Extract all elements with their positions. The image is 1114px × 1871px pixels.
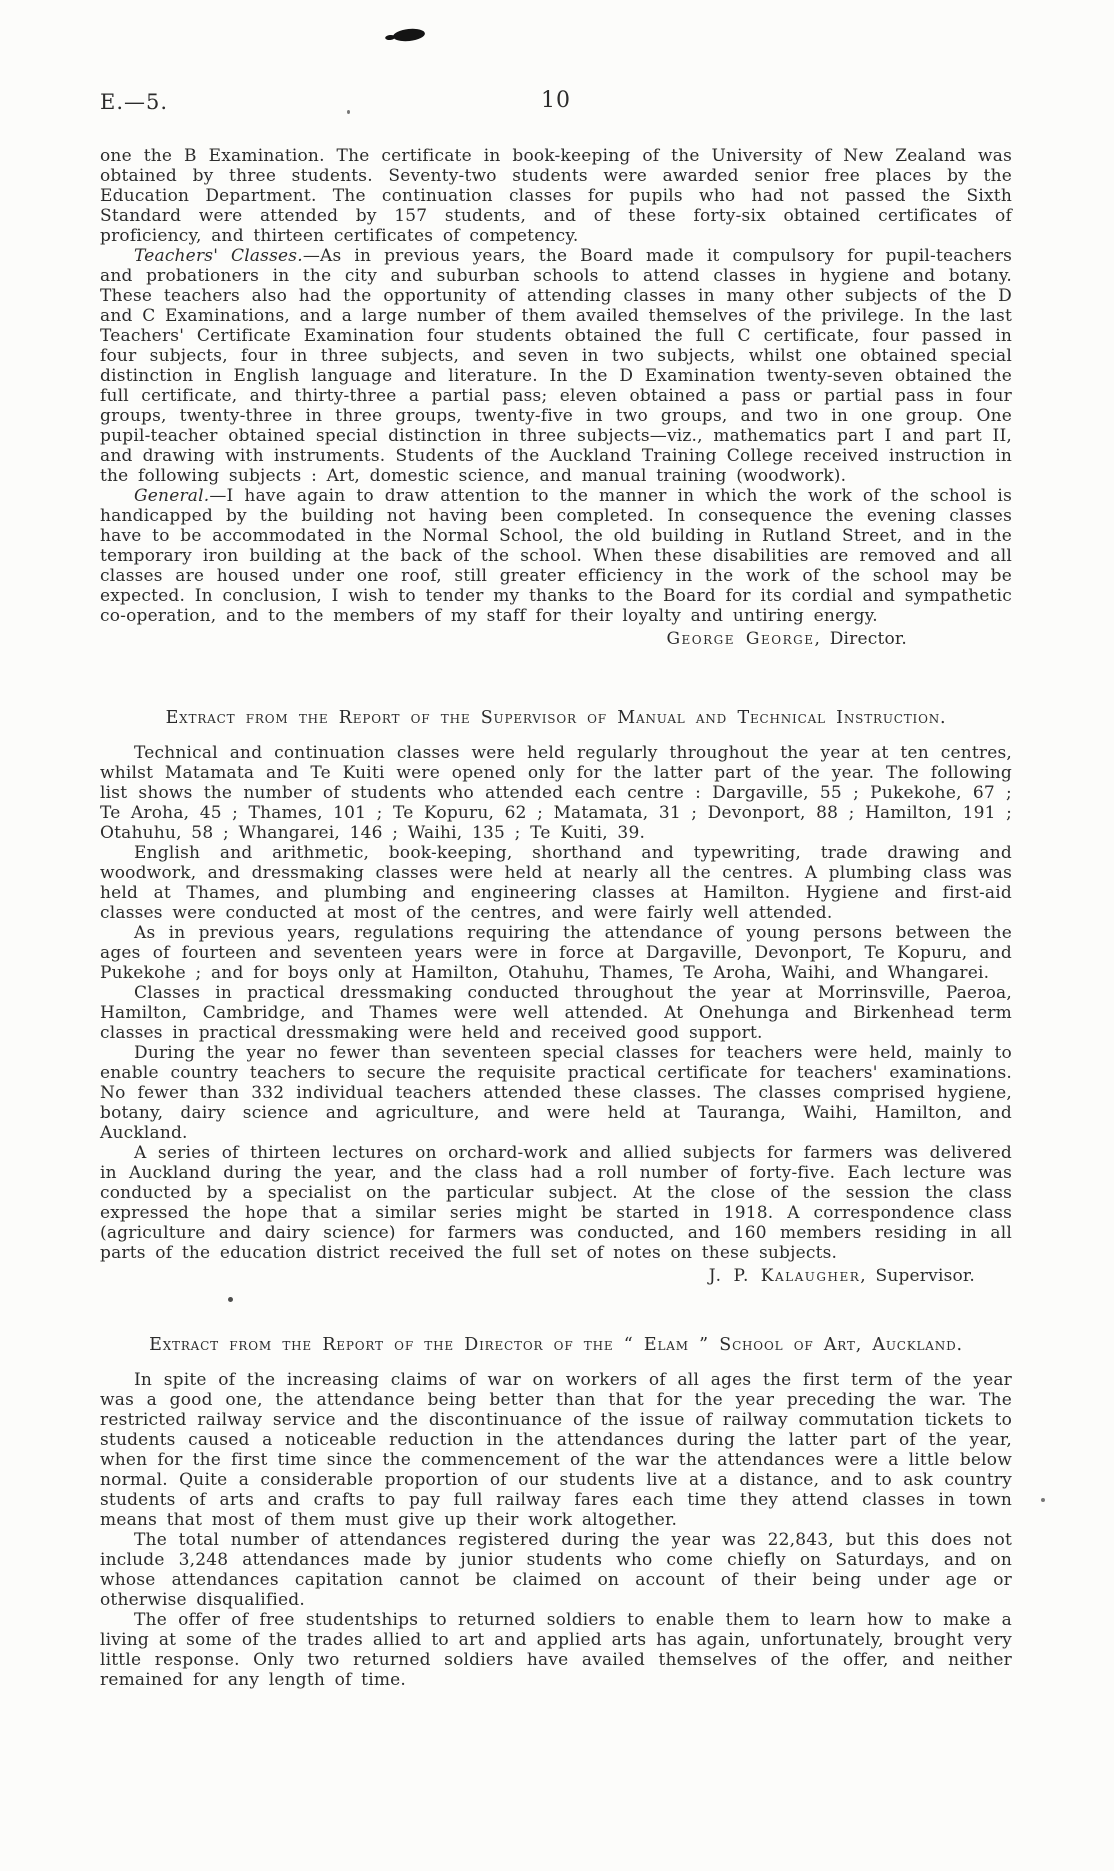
signature-supervisor bbox=[100, 1266, 1012, 1286]
signature-title: , Director. bbox=[814, 629, 907, 649]
page-content bbox=[100, 88, 1012, 1690]
section-heading-elam: Extract from the Report of the Director of the “ Elam ” School of Art, Auckland. bbox=[149, 1335, 963, 1355]
page-header bbox=[100, 88, 1012, 118]
paragraph-text: As in previous years, regulations requiring the attendance of young persons between the ages of fourteen and seventeen years were in force at Dargaville, Devonport, Te Kopuru, and Pukekohe ; and for boys only at Hamilton, Otahuhu, Thames, Te Aroha, Waihi, and Whangarei. bbox=[100, 923, 1012, 983]
ink-blot bbox=[392, 27, 425, 42]
paragraph bbox=[100, 1370, 1012, 1530]
signature-director bbox=[100, 629, 1012, 649]
signature-name: J. P. Kalaugher bbox=[708, 1266, 861, 1286]
section-heading-manual-technical: Extract from the Report of the Supervisor of Manual and Technical Instruction. bbox=[165, 708, 947, 728]
paragraph-text: —As in previous years, the Board made it compulsory for pupil-teachers and probationers in the city and suburban schools to attend classes in hygiene and botany. These teachers also had the opportunity of attending classes in many other subjects of the D and C Examinations, and a large number of them availed themselves of the privilege. In the last Teachers' Certificate Examination four students obtained the full C certificate, four passed in four subjects, four in three subjects, and seven in two subjects, whilst one obtained special distinction in English language and literature. In the D Examination twenty-seven obtained the full certificate, and thirty-three a partial pass; eleven obtained a pass or partial pass in four groups, twenty-three in three groups, twenty-five in two groups, and two in one group. One pupil-teacher obtained special distinction in three subjects—viz., mathematics part I and part II, and drawing with instruments. Students of the Auckland Training College received instruction in the following subjects : Art, domestic science, and manual training (woodwork). bbox=[100, 246, 1012, 486]
paragraph bbox=[100, 1610, 1012, 1690]
paragraph-text: English and arithmetic, book-keeping, shorthand and typewriting, trade drawing and woodwork, and dressmaking classes were held at nearly all the centres. A plumbing class was held at Thames, and plumbing and engineering classes at Hamilton. Hygiene and first-aid classes were conducted at most of the centres, and were fairly well attended. bbox=[100, 843, 1012, 923]
paragraph-text: The total number of attendances registered during the year was 22,843, but this does not include 3,248 attendances made by junior students who come chiefly on Saturdays, and on whose attendances capitation cannot be claimed on account of their being under age or otherwise disqualified. bbox=[100, 1530, 1012, 1610]
paragraph-text: Classes in practical dressmaking conducted throughout the year at Morrinsville, Paeroa, Hamilton, Cambridge, and Thames were well attended. At Onehunga and Birkenhead term classes in practical dressmaking were held and received good support. bbox=[100, 983, 1012, 1043]
report-series-number: E.—5. bbox=[100, 90, 169, 114]
paragraph-text: —I have again to draw attention to the manner in which the work of the school is handicapped by the building not having been completed. In consequence the evening classes have to be accommodated in the Normal School, the old building in Rutland Street, and in the temporary iron building at the back of the school. When these disabilities are removed and all classes are housed under one roof, still greater efficiency in the work of the school may be expected. In conclusion, I wish to tender my thanks to the Board for its cordial and sympathetic co-operation, and to the members of my staff for their loyalty and untiring energy. bbox=[100, 486, 1012, 626]
paragraph bbox=[100, 743, 1012, 843]
paragraph bbox=[100, 146, 1012, 246]
paragraph bbox=[100, 1530, 1012, 1610]
paragraph bbox=[100, 843, 1012, 923]
paragraph bbox=[100, 246, 1012, 486]
paragraph bbox=[100, 1043, 1012, 1143]
signature-name: George George bbox=[666, 629, 815, 649]
paragraph-lead: General. bbox=[134, 486, 210, 506]
paragraph-text: The offer of free studentships to returned soldiers to enable them to learn how to make a living at some of the trades allied to art and applied arts has again, unfortunately, brought very little response. Only two returned soldiers have availed themselves of the offer, and neither remained for any length of time. bbox=[100, 1610, 1012, 1690]
paragraph bbox=[100, 923, 1012, 983]
paragraph bbox=[100, 1143, 1012, 1263]
page-number: 10 bbox=[541, 88, 571, 113]
paragraph-text: Technical and continuation classes were held regularly throughout the year at ten centres, whilst Matamata and Te Kuiti were opened only for the latter part of the year. The following list shows the number of students who attended each centre : Dargaville, 55 ; Pukekohe, 67 ; Te Aroha, 45 ; Thames, 101 ; Te Kopuru, 62 ; Matamata, 31 ; Devonport, 88 ; Hamilton, 191 ; Otahuhu, 58 ; Whangarei, 146 ; Waihi, 135 ; Te Kuiti, 39. bbox=[100, 743, 1012, 843]
paragraph bbox=[100, 486, 1012, 626]
ink-speck bbox=[1041, 1498, 1045, 1502]
paragraph bbox=[100, 983, 1012, 1043]
paragraph-text: A series of thirteen lectures on orchard-work and allied subjects for farmers was delivered in Auckland during the year, and the class had a roll number of forty-five. Each lecture was conducted by a specialist on the particular subject. At the close of the session the class expressed the hope that a similar series might be started in 1918. A correspondence class (agriculture and dairy science) for farmers was conducted, and 160 members residing in all parts of the education district received the full set of notes on these subjects. bbox=[100, 1143, 1012, 1263]
signature-title: , Supervisor. bbox=[860, 1266, 975, 1286]
paragraph-text: one the B Examination. The certificate in book-keeping of the University of New Zealand was obtained by three students. Seventy-two students were awarded senior free places by the Education Department. The continuation classes for pupils who had not passed the Sixth Standard were attended by 157 students, and of these forty-six obtained certificates of proficiency, and thirteen certificates of competency. bbox=[100, 146, 1012, 246]
paragraph-lead: Teachers' Classes. bbox=[134, 246, 303, 266]
paragraph-text: In spite of the increasing claims of war on workers of all ages the first term of the year was a good one, the attendance being better than that for the year preceding the war. The restricted railway service and the discontinuance of the issue of railway commutation tickets to students caused a noticeable reduction in the attendances during the latter part of the year, when for the first time since the commencement of the war the attendances were a little below normal. Quite a considerable proportion of our students live at a distance, and to ask country students of arts and crafts to pay full railway fares each time they attend classes in town means that most of them must give up their work altogether. bbox=[100, 1370, 1012, 1530]
paragraph-text: During the year no fewer than seventeen special classes for teachers were held, mainly to enable country teachers to secure the requisite practical certificate for teachers' examinations. No fewer than 332 individual teachers attended these classes. The classes comprised hygiene, botany, dairy science and agriculture, and were held at Tauranga, Waihi, Hamilton, and Auckland. bbox=[100, 1043, 1012, 1143]
report-body bbox=[100, 146, 1012, 1690]
